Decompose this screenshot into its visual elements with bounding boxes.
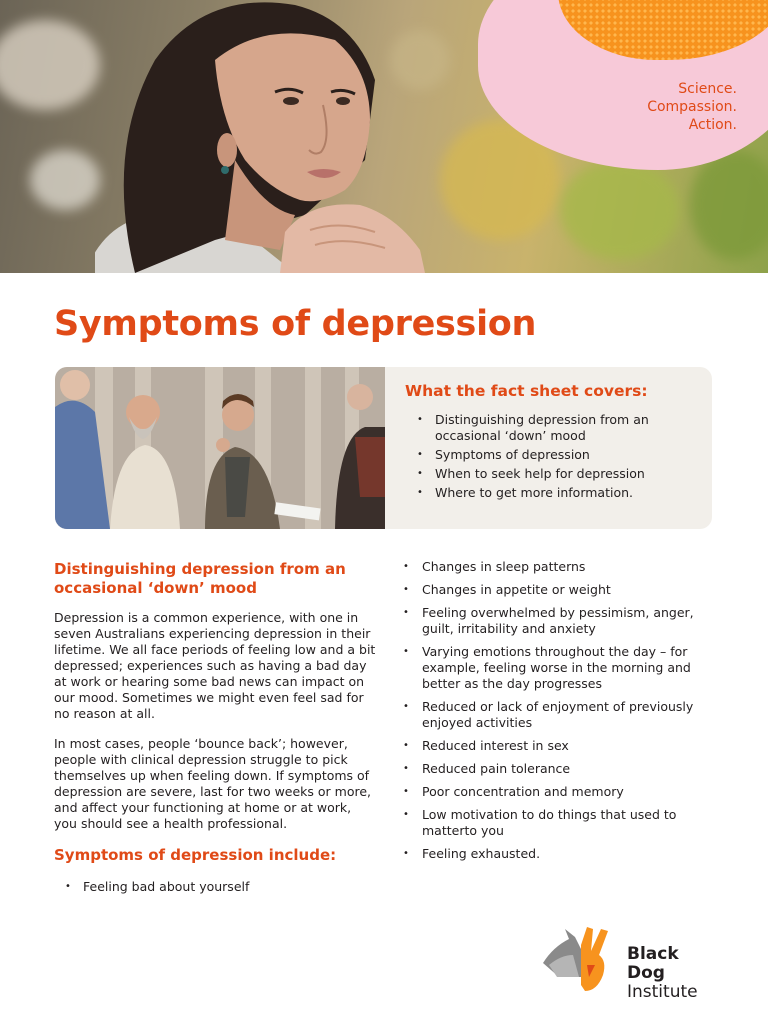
woman-portrait xyxy=(95,0,425,273)
list-item: • Reduced pain tolerance xyxy=(400,761,720,777)
list-item: • Feeling overwhelmed by pessimism, anger, guilt, irritability and anxiety xyxy=(400,605,720,637)
paragraph: Depression is a common experience, with one in seven Australians experiencing depression in their lifetime. We all face periods of feeling low and a bit depressed; experiences such as having a bad day at work or hearing some bad news can impact on our mood. Sometimes we might even feel sad for no reason at all. xyxy=(54,610,376,721)
list-item: • Low motivation to do things that used to matterto you xyxy=(400,807,720,839)
list-item: • Poor concentration and memory xyxy=(400,784,720,800)
list-item: • When to seek help for depression xyxy=(405,466,705,482)
group-therapy-photo xyxy=(55,367,385,529)
tagline-science: Science. xyxy=(678,81,737,97)
list-item: • Reduced or lack of enjoyment of previously enjoyed activities xyxy=(400,699,720,731)
list-item: • Feeling bad about yourself xyxy=(54,879,378,895)
tagline xyxy=(647,80,737,134)
right-column xyxy=(400,559,720,869)
logo-line1: Black Dog xyxy=(627,944,679,983)
covers-heading: What the fact sheet covers: xyxy=(405,382,648,400)
fact-sheet-covers-box xyxy=(55,367,712,529)
section-heading-symptoms: Symptoms of depression include: xyxy=(54,846,337,864)
list-item: • Reduced interest in sex xyxy=(400,738,720,754)
list-item: • Distinguishing depression from an occasional ‘down’ mood xyxy=(405,412,705,444)
list-item: • Where to get more information. xyxy=(405,485,705,501)
left-column xyxy=(54,560,378,895)
dog-hand-logo-icon xyxy=(541,925,621,995)
logo-text xyxy=(627,945,721,1002)
list-item: • Symptoms of depression xyxy=(405,447,705,463)
symptoms-list-left xyxy=(54,879,378,895)
symptoms-list-right xyxy=(400,559,720,862)
hero-image xyxy=(0,0,768,273)
list-item: • Changes in appetite or weight xyxy=(400,582,720,598)
covers-list xyxy=(405,412,705,501)
tagline-compassion: Compassion. xyxy=(647,99,737,115)
logo-line2: Institute xyxy=(627,982,698,1002)
page-title: Symptoms of depression xyxy=(54,304,537,344)
tagline-action: Action. xyxy=(688,117,737,133)
black-dog-institute-logo xyxy=(541,925,721,1002)
list-item: • Varying emotions throughout the day – for example, feeling worse in the morning and better as the day progresses xyxy=(400,644,720,692)
section-heading-distinguishing: Distinguishing depression from an occasional ‘down’ mood xyxy=(54,560,346,597)
list-item: • Feeling exhausted. xyxy=(400,846,720,862)
list-item: • Changes in sleep patterns xyxy=(400,559,720,575)
paragraph: In most cases, people ‘bounce back’; however, people with clinical depression struggle to pick themselves up when feeling down. If symptoms of depression are severe, last for two weeks or more, and affect your functioning at home or at work, you should see a health professional. xyxy=(54,736,372,831)
